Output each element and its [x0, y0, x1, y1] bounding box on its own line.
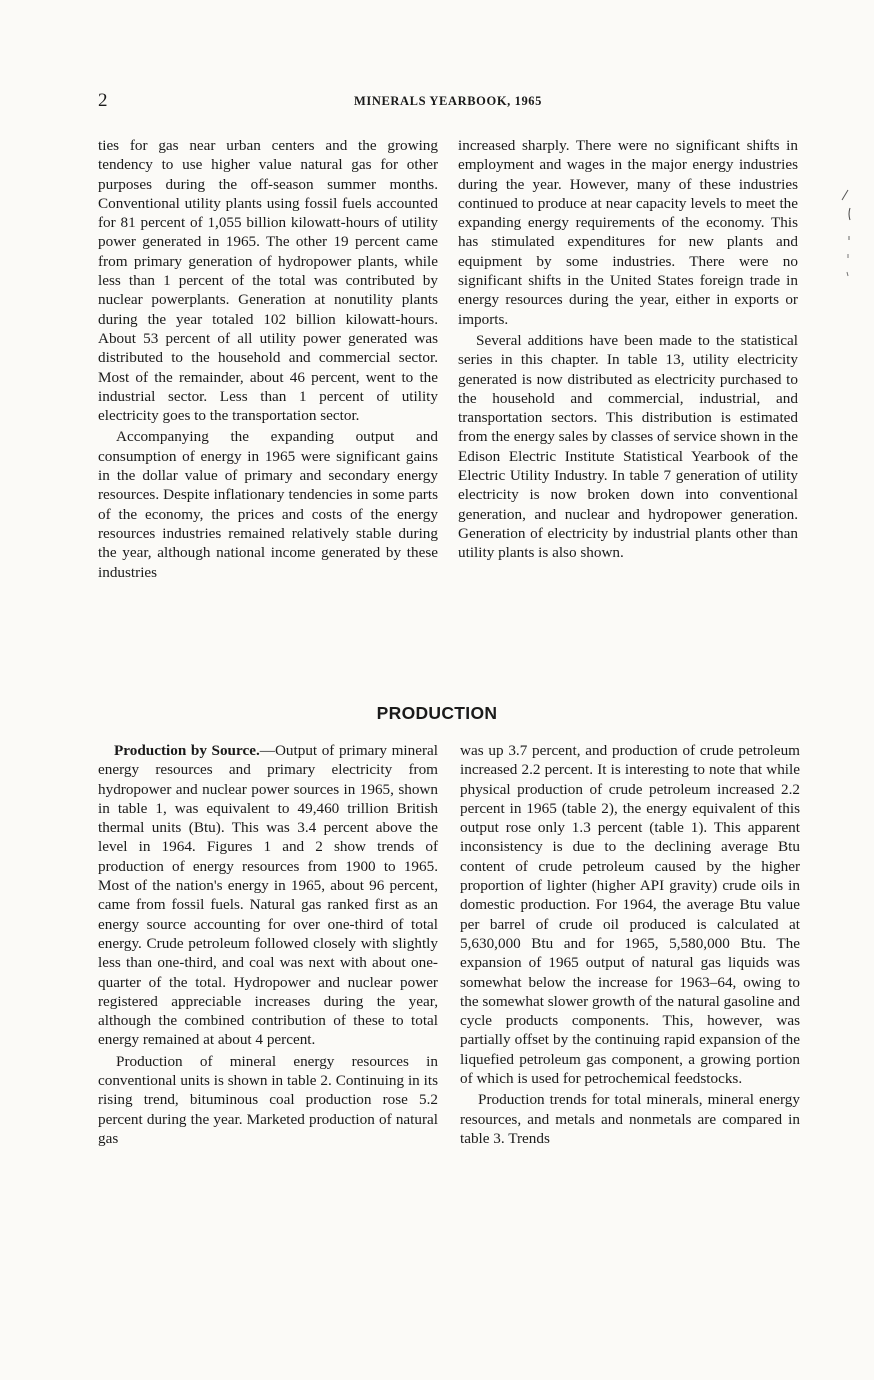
paragraph: was up 3.7 percent, and production of crude petroleum increased 2.2 percent. It is interesting to note that while physical production of crude petroleum increased 2.2 percent in 1965 (table 2), the energy equivalent of this output rose only 1.3 percent (table 1). This apparent inconsistency is due to the declining average Btu content of crude petroleum caused by the higher proportion of lighter (higher API gravity) crude oils in domestic production. For 1964, the average Btu value per barrel of crude oil produced is calculated at 5,630,000 Btu and for 1965, 5,580,000 Btu. The expansion of 1965 output of natural gas liquids was somewhat below the increase for 1963–64, owing to the somewhat slower growth of the natural gasoline and cycle products components. This, however, was partially offset by the continuing rapid expansion of the liquefied petroleum gas component, a growing portion of which is used for petrochemical feedstocks. — [460, 742, 800, 1088]
paragraph: Production trends for total minerals, mineral energy resources, and metals and nonmetals are compared in table 3. Trends — [460, 1091, 800, 1147]
page-header — [98, 90, 798, 112]
paragraph: Production of mineral energy resources in conventional units is shown in table 2. Continuing in its rising trend, bituminous coal production rose 5.2 percent during the year. Marketed production of natural gas — [98, 1052, 438, 1147]
top-left-column — [98, 136, 438, 582]
section-heading: PRODUCTION — [376, 703, 498, 723]
bottom-left-column — [98, 741, 438, 1148]
page-number: 2 — [98, 90, 108, 111]
running-title: MINERALS YEARBOOK, 1965 — [353, 94, 542, 108]
paragraph: increased sharply. There were no significant shifts in employment and wages in the major energy industries during the year. However, many of these industries continued to produce at near capacity levels to meet the expanding energy requirements of the economy. This has stimulated expenditures for new plants and equipment by some industries. There were no significant shifts in the United States foreign trade in energy resources during the year, either in exports or imports. — [458, 137, 798, 328]
paragraph — [98, 741, 438, 1050]
paragraph: Accompanying the expanding output and consumption of energy in 1965 were significant gains in the dollar value of primary and secondary energy resources. Despite inflationary tendencies in some parts of the economy, the prices and costs of the energy resources industries remained relatively stable during the year, although national income generated by these industries — [98, 428, 438, 581]
run-in-heading: Production by Source. — [114, 742, 260, 759]
bottom-right-column — [460, 741, 800, 1148]
paragraph: ties for gas near urban centers and the growing tendency to use higher value natural gas for other purposes during the off-season summer months. Conventional utility plants using fossil fuels accounted for 81 percent of 1,055 billion kilowatt-hours of utility power generated in 1965. The other 19 percent came from primary generation of hydropower plants, while less than 1 percent of the total was contributed by nuclear powerplants. Generation at nonutility plants during the year totaled 102 billion kilowatt-hours. About 53 percent of all utility power generated was distributed to the household and commercial sector. Most of the remainder, about 46 percent, went to the industrial sector. Less than 1 percent of utility electricity goes to the transportation sector. — [98, 137, 438, 425]
top-right-column — [458, 136, 798, 563]
paragraph-body: —Output of primary mineral energy resources and primary electricity from hydropower and nuclear power sources in 1965, shown in table 1, was equivalent to 49,460 trillion British thermal units (Btu). This was 3.4 percent above the level in 1964. Figures 1 and 2 show trends of production of energy resources from 1900 to 1965. Most of the nation's energy in 1965, about 96 percent, came from fossil fuels. Natural gas ranked first as an energy source accounting for over one-third of total energy. Crude petroleum followed closely with slightly less than one-third, and coal was next with about one-quarter of the total. Hydropower and nuclear power registered appreciable increases during the year, although the combined contribution of these to total energy remained at about 4 percent. — [98, 742, 439, 1049]
margin-pencil-marks — [838, 184, 858, 294]
paragraph: Several additions have been made to the statistical series in this chapter. In table 13, utility electricity generated is now distributed as electricity purchased to the household and commercial, industrial, and transportation sectors. This distribution is estimated from the energy sales by classes of service shown in the Edison Electric Institute Statistical Yearbook of the Electric Utility Industry. In table 7 generation of utility electricity is now broken down into conventional generation, and nuclear and hydropower generation. Generation of electricity by industrial plants other than utility plants is also shown. — [458, 331, 798, 562]
